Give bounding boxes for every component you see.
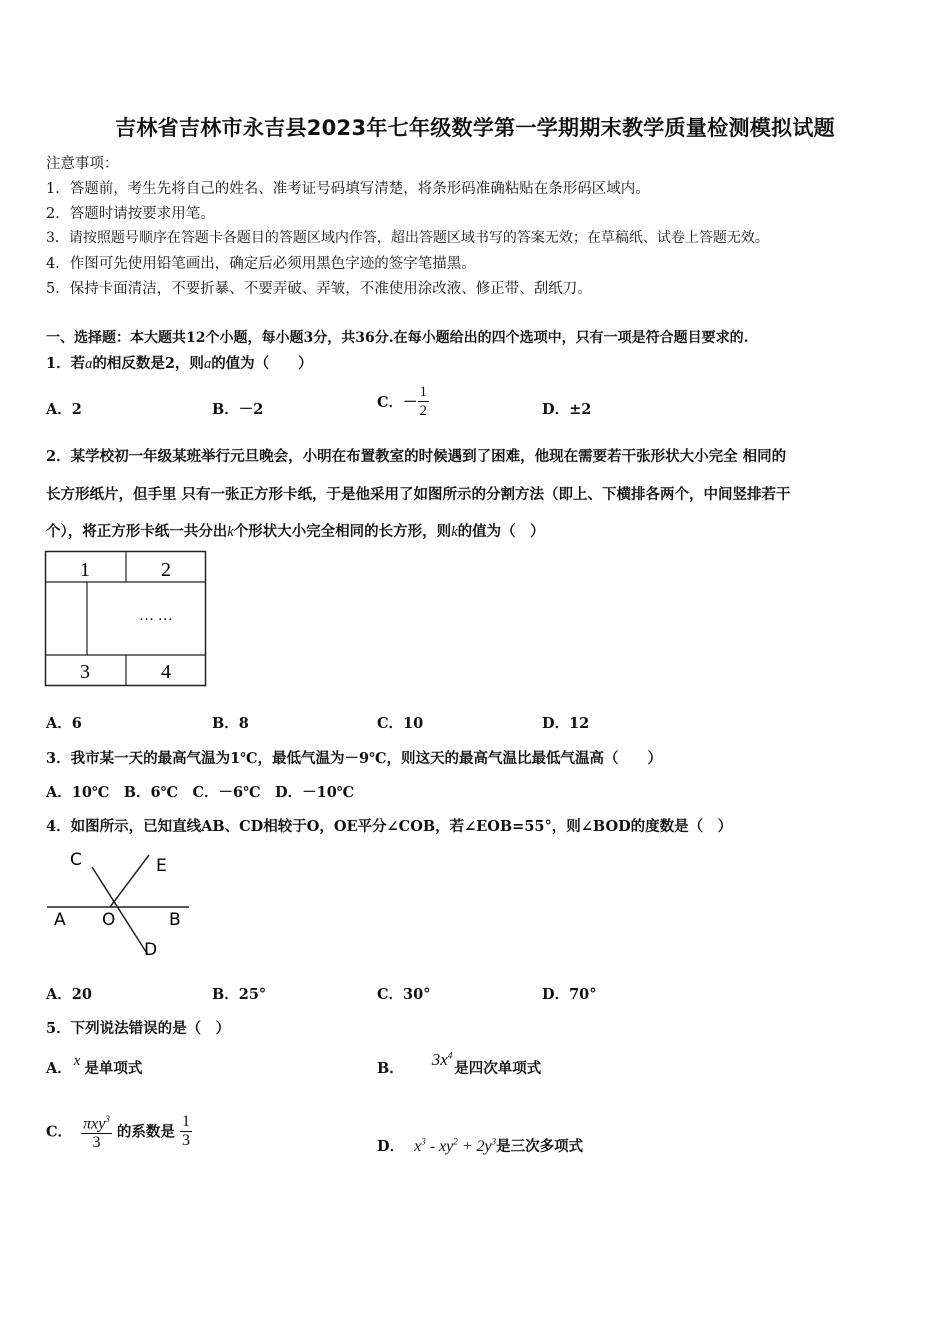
q4-option-c: C．30° bbox=[377, 986, 431, 1003]
q5-option-d: D． $x^3 - xy^2 + 2y^3$是三次多项式 bbox=[377, 1136, 584, 1155]
notice-item-4: 4．作图可先使用铅笔画出，确定后必须用黑色字迹的签字笔描黑。 bbox=[46, 256, 476, 272]
q2-option-c: C．10 bbox=[377, 715, 424, 732]
notice-item-1: 1．答题前，考生先将自己的姓名、准考证号码填写清楚，将条形码准确粘贴在条形码区域内。 bbox=[46, 181, 650, 197]
q1-option-d: D．±2 bbox=[542, 401, 592, 418]
question-2-line-2: 长方形纸片，但手里 只有一张正方形卡纸，于是他采用了如图所示的分割方法（即上、下横排各两个，中间竖排若干 bbox=[46, 486, 791, 503]
question-5: 5．下列说法错误的是（ ） bbox=[46, 1020, 231, 1037]
q2-square-figure bbox=[44, 550, 210, 690]
figure-cell-4: 4 bbox=[161, 661, 171, 683]
question-2-line-1: 2．某学校初一年级某班举行元旦晚会，小明在布置教室的时候遇到了困难，他现在需要若干张形状大小完全 相同的 bbox=[46, 448, 787, 465]
question-4: 4．如图所示，已知直线AB、CD相较于O，OE平分∠COB，若∠EOB=55°，则∠BOD的度数是（ ） bbox=[46, 818, 733, 835]
label-a: A bbox=[54, 910, 66, 930]
label-e: E bbox=[156, 856, 167, 876]
question-2-line-3: 个），将正方形卡纸一共分出k个形状大小完全相同的长方形，则k的值为（ ） bbox=[46, 523, 545, 540]
q1-option-b: B．－2 bbox=[212, 401, 264, 418]
question-1: 1．若a的相反数是2，则a的值为（ ） bbox=[46, 355, 313, 372]
label-b: B bbox=[169, 910, 181, 930]
question-3: 3．我市某一天的最高气温为1℃，最低气温为－9℃，则这天的最高气温比最低气温高（ ） bbox=[46, 750, 663, 767]
q1-option-a: A．2 bbox=[46, 401, 82, 418]
figure-cell-1: 1 bbox=[80, 559, 90, 581]
label-o: O bbox=[102, 910, 116, 930]
q4-option-b: B．25° bbox=[212, 986, 267, 1003]
figure-dots: … … bbox=[139, 608, 173, 624]
notice-item-5: 5．保持卡面清洁，不要折暴、不要弄破、弄皱，不准使用涂改液、修正带、刮纸刀。 bbox=[46, 281, 592, 297]
q2-option-b: B．8 bbox=[212, 715, 249, 732]
q5-option-b: B． $3x^4$是四次单项式 bbox=[377, 1050, 542, 1077]
label-c: C bbox=[70, 850, 82, 870]
notice-heading: 注意事项： bbox=[46, 156, 119, 172]
q1-option-c: C．－ $\frac{1}{2}$ bbox=[377, 384, 428, 419]
label-d: D bbox=[144, 940, 158, 960]
page-title: 吉林省吉林市永吉县2023年七年级数学第一学期期末教学质量检测模拟试题 bbox=[115, 116, 835, 140]
q4-option-d: D．70° bbox=[542, 986, 597, 1003]
q4-option-a: A．20 bbox=[46, 986, 92, 1003]
notice-item-2: 2．答题时请按要求用笔。 bbox=[46, 206, 215, 222]
figure-cell-3: 3 bbox=[80, 661, 90, 683]
q4-lines-figure bbox=[44, 845, 194, 965]
q5-option-a: A． x 是单项式 bbox=[46, 1053, 143, 1077]
notice-item-3: 3．请按照题号顺序在答题卡各题目的答题区域内作答，超出答题区域书写的答案无效；在草稿纸、试卷上答题无效。 bbox=[46, 230, 769, 246]
q2-option-d: D．12 bbox=[542, 715, 590, 732]
section-1-heading: 一、选择题：本大题共12个小题，每小题3分，共36分.在每小题给出的四个选项中，只有一项是符合题目要求的. bbox=[46, 330, 749, 346]
q2-option-a: A．6 bbox=[46, 715, 82, 732]
figure-cell-2: 2 bbox=[161, 559, 171, 581]
q5-option-c: C． $\frac{\pi xy^3}{3}$ 的系数是 $\frac{1}{3}$ bbox=[46, 1110, 192, 1152]
q3-options: A．10℃ B．6℃ C．－6℃ D．－10℃ bbox=[46, 784, 355, 801]
